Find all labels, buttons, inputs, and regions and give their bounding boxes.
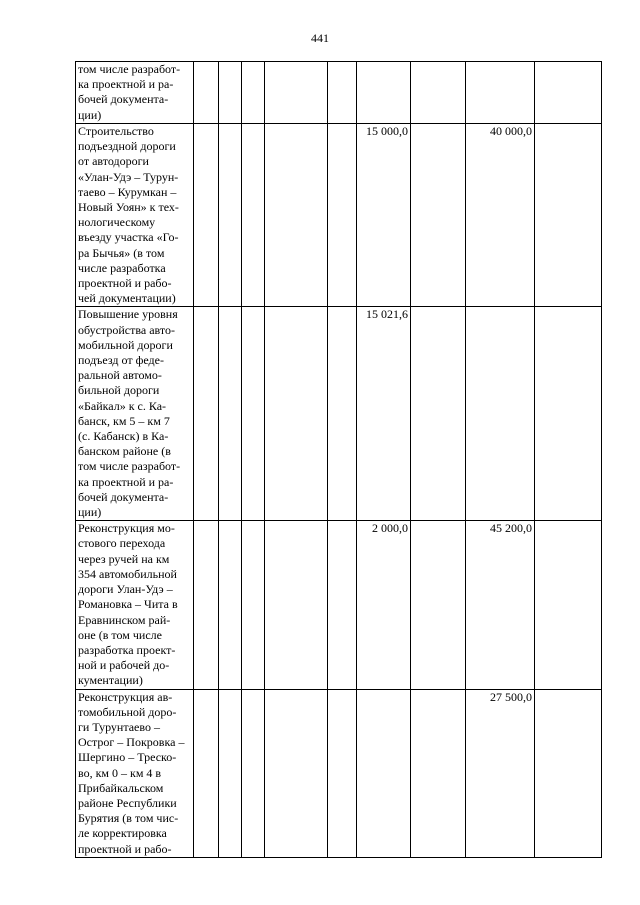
table-row [76, 521, 602, 689]
table-cell [242, 307, 265, 521]
table-cell [466, 307, 535, 521]
table-cell [535, 307, 602, 521]
value-cell: 2 000,0 [357, 521, 411, 689]
table-cell [219, 62, 242, 124]
table-cell [411, 124, 466, 307]
budget-table [75, 61, 602, 858]
page-number: 441 [311, 31, 329, 45]
table-cell [219, 307, 242, 521]
table-cell [194, 62, 219, 124]
row-name: Реконструкция ав- томобильной доро- ги Турунтаево – Острог – Покровка – Шергино – Треско- во, км 0 – км 4 в Прибайкальском районе Республики Бурятия (в том чис- ле корректировка проектной и рабо- [76, 689, 194, 857]
table-cell [328, 62, 357, 124]
table-cell [535, 689, 602, 857]
table-cell [265, 307, 328, 521]
table-cell [411, 689, 466, 857]
value-cell: 27 500,0 [466, 689, 535, 857]
table-cell [194, 307, 219, 521]
row-name: том числе разработ- ка проектной и ра- бочей документа- ции) [76, 62, 194, 124]
table-row [76, 62, 602, 124]
table-cell [242, 62, 265, 124]
table-cell [265, 62, 328, 124]
table-cell [242, 124, 265, 307]
table-cell [466, 62, 535, 124]
value-cell: 45 200,0 [466, 521, 535, 689]
table-cell [265, 124, 328, 307]
table-cell [242, 689, 265, 857]
table-row [76, 307, 602, 521]
table-cell [411, 62, 466, 124]
table-cell [219, 689, 242, 857]
table-cell [265, 689, 328, 857]
table-cell [357, 689, 411, 857]
table-cell [265, 521, 328, 689]
row-name: Строительство подъездной дороги от автодороги «Улан-Удэ – Турун- таево – Курумкан – Новый Уоян» к тех- нологическому въезду участка «Го- ра Бычья» (в том числе разработка проектной и рабо- чей документации) [76, 124, 194, 307]
table-row [76, 689, 602, 857]
value-cell: 15 021,6 [357, 307, 411, 521]
row-name: Реконструкция мо- стового перехода через ручей на км 354 автомобильной дороги Улан-Удэ – Романовка – Чита в Еравнинском рай- оне (в том числе разработка проект- ной и рабочей до- кументации) [76, 521, 194, 689]
value-cell: 15 000,0 [357, 124, 411, 307]
table-cell [219, 124, 242, 307]
table-cell [194, 521, 219, 689]
table-cell [242, 521, 265, 689]
row-name: Повышение уровня обустройства авто- мобильной дороги подъезд от феде- ральной автомо- бильной дороги «Байкал» к с. Ка- банск, км 5 – км 7 (с. Кабанск) в Ка- банском районе (в том числе разработ- ка проектной и ра- бочей документа- ции) [76, 307, 194, 521]
table-cell [328, 689, 357, 857]
table-row [76, 124, 602, 307]
table-cell [194, 689, 219, 857]
table-cell [411, 521, 466, 689]
table-cell [328, 521, 357, 689]
table-cell [219, 521, 242, 689]
table-cell [357, 62, 411, 124]
table-cell [411, 307, 466, 521]
table-cell [535, 521, 602, 689]
table-cell [535, 62, 602, 124]
table-cell [194, 124, 219, 307]
table-cell [328, 124, 357, 307]
value-cell: 40 000,0 [466, 124, 535, 307]
table-cell [328, 307, 357, 521]
table-cell [535, 124, 602, 307]
